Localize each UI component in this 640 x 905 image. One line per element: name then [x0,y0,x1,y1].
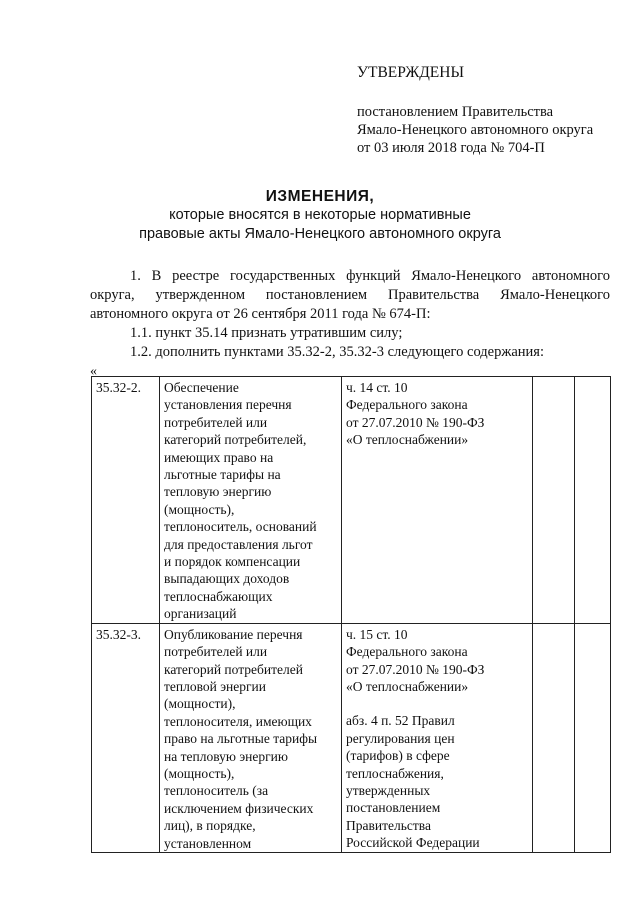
document-title: ИЗМЕНЕНИЯ, [265,188,375,205]
paragraph-1-line-1: 1. В реестре государственных функций Ямало-Ненецкого автономного [130,268,610,284]
row-cell-4 [533,623,575,852]
row-number: 35.32-2. [92,377,160,624]
document-subtitle-line-1: которые вносятся в некоторые нормативные [169,207,471,223]
document-subtitle-line-2: правовые акты Ямало-Ненецкого автономного округа [139,226,501,242]
paragraph-2: 1.1. пункт 35.14 признать утратившим силу; [130,325,403,341]
row-number: 35.32-3. [92,623,160,852]
registry-table [91,376,611,853]
table-row [92,623,611,852]
paragraph-3: 1.2. дополнить пунктами 35.32-2, 35.32-3 следующего содержания: [130,344,545,360]
row-legal-basis: ч. 14 ст. 10 Федерального закона от 27.07.2010 № 190-ФЗ «О теплоснабжении» [342,377,533,624]
paragraph-1-line-3: автономного округа от 26 сентября 2011 года № 674-П: [90,306,431,322]
row-description: Опубликование перечня потребителей или категорий потребителей тепловой энергии (мощности), теплоносителя, имеющих право на льготные тарифы на тепловую энергию (мощность), теплоноситель (за исключением физических лиц), в порядке, установленном [160,623,342,852]
paragraph-1-line-2: округа, утвержденном постановлением Правительства Ямало-Ненецкого [90,287,610,303]
approval-line-2: Ямало-Ненецкого автономного округа [357,122,594,138]
approval-heading: УТВЕРЖДЕНЫ [357,64,464,81]
open-quote: « [90,364,97,379]
row-cell-4 [533,377,575,624]
row-cell-5 [575,377,611,624]
row-legal-basis: ч. 15 ст. 10 Федерального закона от 27.07.2010 № 190-ФЗ «О теплоснабжении» абз. 4 п. 52 Правил регулирования цен (тарифов) в сфере теплоснабжения, утвержденных постановлением Правительства Российской Федерации [342,623,533,852]
row-description: Обеспечение установления перечня потребителей или категорий потребителей, имеющих право на льготные тарифы на тепловую энергию (мощность), теплоноситель, оснований для предоставления льгот и порядок компенсации выпадающих доходов теплоснабжающих организаций [160,377,342,624]
table-row [92,377,611,624]
approval-line-3: от 03 июля 2018 года № 704-П [357,140,545,156]
approval-line-1: постановлением Правительства [357,104,554,120]
row-cell-5 [575,623,611,852]
